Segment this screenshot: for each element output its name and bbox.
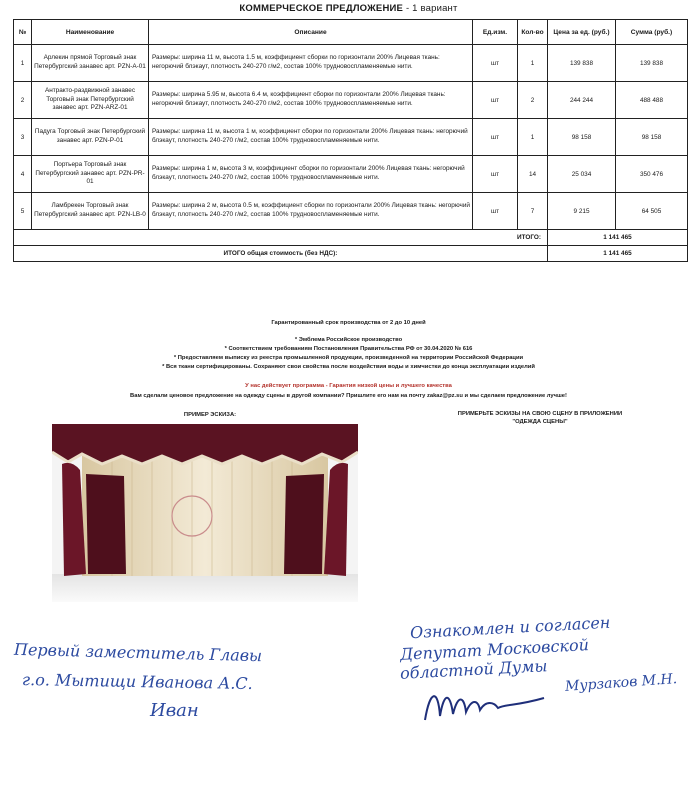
header-number: № (14, 20, 32, 45)
row-description: Размеры: ширина 1 м, высота 3 м, коэффициент сборки по горизонтали 200% Лицевая ткань: негорючий блэкаут, плотность 240-270 г/м2, состав 100% трудновоспламеняемые нити. (149, 156, 473, 193)
header-price: Цена за ед. (руб.) (548, 20, 616, 45)
total-row (14, 230, 688, 246)
row-name: Падуга Торговый знак Петербургский занавес арт. PZN-P-01 (32, 119, 149, 156)
note-line: * Вся ткани сертифицированы. Сохраняют свои свойства после воздействия воды и химчистки до конца эксплуатации изделий (162, 364, 535, 370)
header-unit: Ед.изм. (473, 20, 518, 45)
grand-total-value: 1 141 465 (548, 246, 688, 262)
left-curtain (86, 474, 126, 574)
table-row (14, 82, 688, 119)
row-price: 98 158 (548, 119, 616, 156)
grand-total-row (14, 246, 688, 262)
title-variant: - 1 вариант (405, 3, 458, 14)
table-row (14, 119, 688, 156)
header-sum: Сумма (руб.) (616, 20, 688, 45)
row-unit: шт (473, 156, 518, 193)
row-sum: 139 838 (616, 45, 688, 82)
document-title (0, 3, 697, 14)
signature-left-line: г.о. Мытищи Иванова А.С. (21, 669, 253, 694)
signature-right-line: Депутат Московской (399, 635, 590, 664)
row-quantity: 2 (518, 82, 548, 119)
row-unit: шт (473, 45, 518, 82)
row-quantity: 1 (518, 119, 548, 156)
header-name: Наименование (32, 20, 149, 45)
promo-text: Вам сделали ценовое предложение на одежду сцены в другой компании? Пришлите его нам на почту zakaz@pz.su и мы сделаем предложение лучше! (130, 393, 567, 399)
row-price: 9 215 (548, 193, 616, 230)
row-name: Антракто-раздвижной занавес Торговый знак Петербургский занавес арт. PZN-ARZ-01 (32, 82, 149, 119)
signature-left-line: Первый заместитель Главы (13, 639, 263, 666)
grand-total-label: ИТОГО общая стоимость (без НДС): (14, 246, 548, 262)
row-quantity: 1 (518, 45, 548, 82)
row-price: 244 244 (548, 82, 616, 119)
stage-sketch-image (52, 424, 358, 602)
total-value: 1 141 465 (548, 230, 688, 246)
sketch-example-label: ПРИМЕР ЭСКИЗА: (183, 412, 237, 418)
signature-right-line: Ознакомлен и согласен (409, 612, 611, 643)
title-main: КОММЕРЧЕСКОЕ ПРЕДЛОЖЕНИЕ (239, 3, 404, 14)
signature-right-name: Мурзаков М.Н. (564, 671, 678, 695)
warranty-note: Гарантированный срок производства от 2 до 10 дней (271, 320, 426, 326)
row-number: 5 (14, 193, 32, 230)
row-number: 4 (14, 156, 32, 193)
row-price: 139 838 (548, 45, 616, 82)
row-sum: 350 476 (616, 156, 688, 193)
signature-right-line: областной Думы (399, 656, 548, 683)
row-number: 2 (14, 82, 32, 119)
row-name: Арлекин прямой Торговый знак Петербургский занавес арт. PZN-A-01 (32, 45, 149, 82)
table-header-row (14, 20, 688, 45)
offer-table (13, 19, 688, 262)
row-sum: 488 488 (616, 82, 688, 119)
row-name: Портьера Торговый знак Петербургский занавес арт. PZN-PR-01 (32, 156, 149, 193)
note-line: * Эмблема Российское производство (294, 337, 403, 343)
row-unit: шт (473, 119, 518, 156)
row-name: Ламбрекен Торговый знак Петербургский занавес арт. PZN-LB-0 (32, 193, 149, 230)
row-sum: 64 505 (616, 193, 688, 230)
row-number: 1 (14, 45, 32, 82)
table-row (14, 193, 688, 230)
row-description: Размеры: ширина 5.95 м, высота 6.4 м, коэффициент сборки по горизонтали 200% Лицевая ткань: негорючий блэкаут, плотность 240-270 г/м2, состав 100% трудновоспламеняемые нити. (149, 82, 473, 119)
note-line: * Предоставляем выписку из реестра промышленной продукции, произведенной на территории Российской Федерации (173, 355, 524, 361)
row-quantity: 7 (518, 193, 548, 230)
header-quantity: Кол-во (518, 20, 548, 45)
note-line: * Соответствием требованиям Постановления Правительства РФ от 30.04.2020 № 616 (224, 346, 473, 352)
promo-headline: У нас действует программа - Гарантия низкой цены и лучшего качества (245, 383, 452, 389)
row-description: Размеры: ширина 11 м, высота 1.5 м, коэффициент сборки по горизонтали 200% Лицевая ткань: негорючий блэкаут, плотность 240-270 г/м2, состав 100% трудновоспламеняемые нити. (149, 45, 473, 82)
table-row (14, 45, 688, 82)
row-description: Размеры: ширина 11 м, высота 1 м, коэффициент сборки по горизонтали 200% Лицевая ткань: негорючий блэкаут, плотность 240-270 г/м2, состав 100% трудновоспламеняемые нити. (149, 119, 473, 156)
row-unit: шт (473, 193, 518, 230)
right-curtain (284, 474, 324, 574)
row-number: 3 (14, 119, 32, 156)
row-sum: 98 158 (616, 119, 688, 156)
total-label: ИТОГО: (14, 230, 548, 246)
row-price: 25 034 (548, 156, 616, 193)
row-unit: шт (473, 82, 518, 119)
signature-left-mark: Иван (150, 700, 199, 721)
header-description: Описание (149, 20, 473, 45)
table-row (14, 156, 688, 193)
handwritten-signature (420, 680, 550, 730)
row-quantity: 14 (518, 156, 548, 193)
sketch-app-label: ПРИМЕРЬТЕ ЭСКИЗЫ НА СВОЮ СЦЕНУ В ПРИЛОЖЕНИИ "ОДЕЖДА СЦЕНЫ" (457, 411, 623, 425)
stage-floor (52, 574, 358, 602)
row-description: Размеры: ширина 2 м, высота 0.5 м, коэффициент сборки по горизонтали 200% Лицевая ткань: негорючий блэкаут, плотность 240-270 г/м2, состав 100% трудновоспламеняемые нити. (149, 193, 473, 230)
